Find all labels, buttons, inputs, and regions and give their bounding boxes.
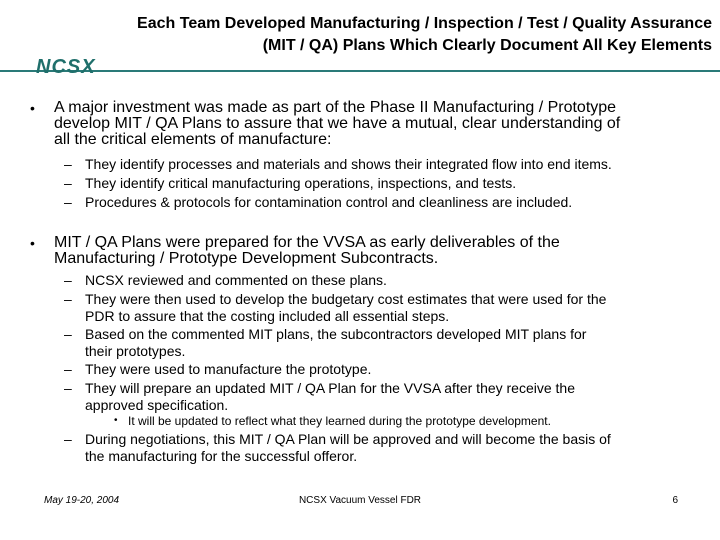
sub-bullet-item [85, 291, 695, 324]
bullet-2-text [54, 235, 700, 267]
bullet-2-line: MIT / QA Plans were prepared for the VVSA as early deliverables of the [54, 234, 560, 251]
sub-bullet-dash: – [64, 272, 72, 288]
bullet-1-text [54, 100, 700, 148]
sub-bullet-line: Based on the commented MIT plans, the subcontractors developed MIT plans for [85, 326, 587, 342]
bullet-1-line: A major investment was made as part of the Phase II Manufacturing / Prototype [54, 99, 617, 116]
sub-bullet-line: NCSX reviewed and commented on these plans. [85, 272, 387, 288]
slide-title [52, 13, 712, 57]
sub-bullet-item [85, 272, 695, 289]
ncsx-logo: NCSX [36, 56, 96, 78]
sub-bullet-line: the manufacturing for the successful offeror. [85, 447, 358, 464]
sub-bullet-item: They identify critical manufacturing operations, inspections, and tests. [85, 175, 517, 191]
bullet-marker: • [30, 100, 35, 116]
footer-date: May 19-20, 2004 [44, 495, 120, 506]
sub-bullet-line: They will prepare an updated MIT / QA Plan for the VVSA after they receive the [85, 380, 576, 396]
sub-bullet-dash: – [64, 291, 72, 307]
sub-bullet-item: They identify processes and materials and shows their integrated flow into end items. [85, 156, 612, 172]
footer-title: NCSX Vacuum Vessel FDR [298, 495, 422, 506]
sub-bullet-line: their prototypes. [85, 342, 186, 359]
bullet-marker: • [30, 235, 35, 251]
sub-bullet-line: PDR to assure that the costing included all essential steps. [85, 307, 450, 324]
sub-bullet-item: Procedures & protocols for contamination control and cleanliness are included. [85, 194, 573, 210]
sub-bullet-line: During negotiations, this MIT / QA Plan will be approved and will become the basis of [85, 431, 611, 447]
sub-bullet-dash: – [64, 431, 72, 447]
bullet-1-line: develop MIT / QA Plans to assure that we have a mutual, clear understanding of [54, 115, 621, 132]
bullet-2-line: Manufacturing / Prototype Development Subcontracts. [54, 250, 439, 267]
sub-bullet-dash: – [64, 326, 72, 342]
sub-bullet-line: They were then used to develop the budgetary cost estimates that were used for the [85, 291, 607, 307]
slide-title-line-2: (MIT / QA) Plans Which Clearly Document All Key Elements [262, 37, 712, 54]
sub-bullet-dash: – [64, 156, 72, 172]
sub-bullet-dash: – [64, 175, 72, 191]
sub-bullet-item [85, 326, 695, 359]
sub-bullet-dash: – [64, 194, 72, 210]
sub-bullet-dash: – [64, 380, 72, 396]
sub-bullet-line: They were used to manufacture the prototype. [85, 361, 372, 377]
page-number: 6 [672, 495, 678, 506]
third-level-item: It will be updated to reflect what they learned during the prototype development. [128, 414, 551, 428]
bullet-1-line: all the critical elements of manufacture: [54, 131, 332, 148]
third-level-bullet: • [114, 415, 118, 426]
sub-bullet-dash: – [64, 361, 72, 377]
sub-bullet-item [85, 380, 695, 413]
logo-divider-bar [0, 70, 720, 72]
sub-bullet-item [85, 361, 695, 378]
sub-bullet-line: approved specification. [85, 396, 229, 413]
slide-title-line-1: Each Team Developed Manufacturing / Inspection / Test / Quality Assurance [137, 15, 712, 32]
sub-bullet-item [85, 431, 695, 464]
